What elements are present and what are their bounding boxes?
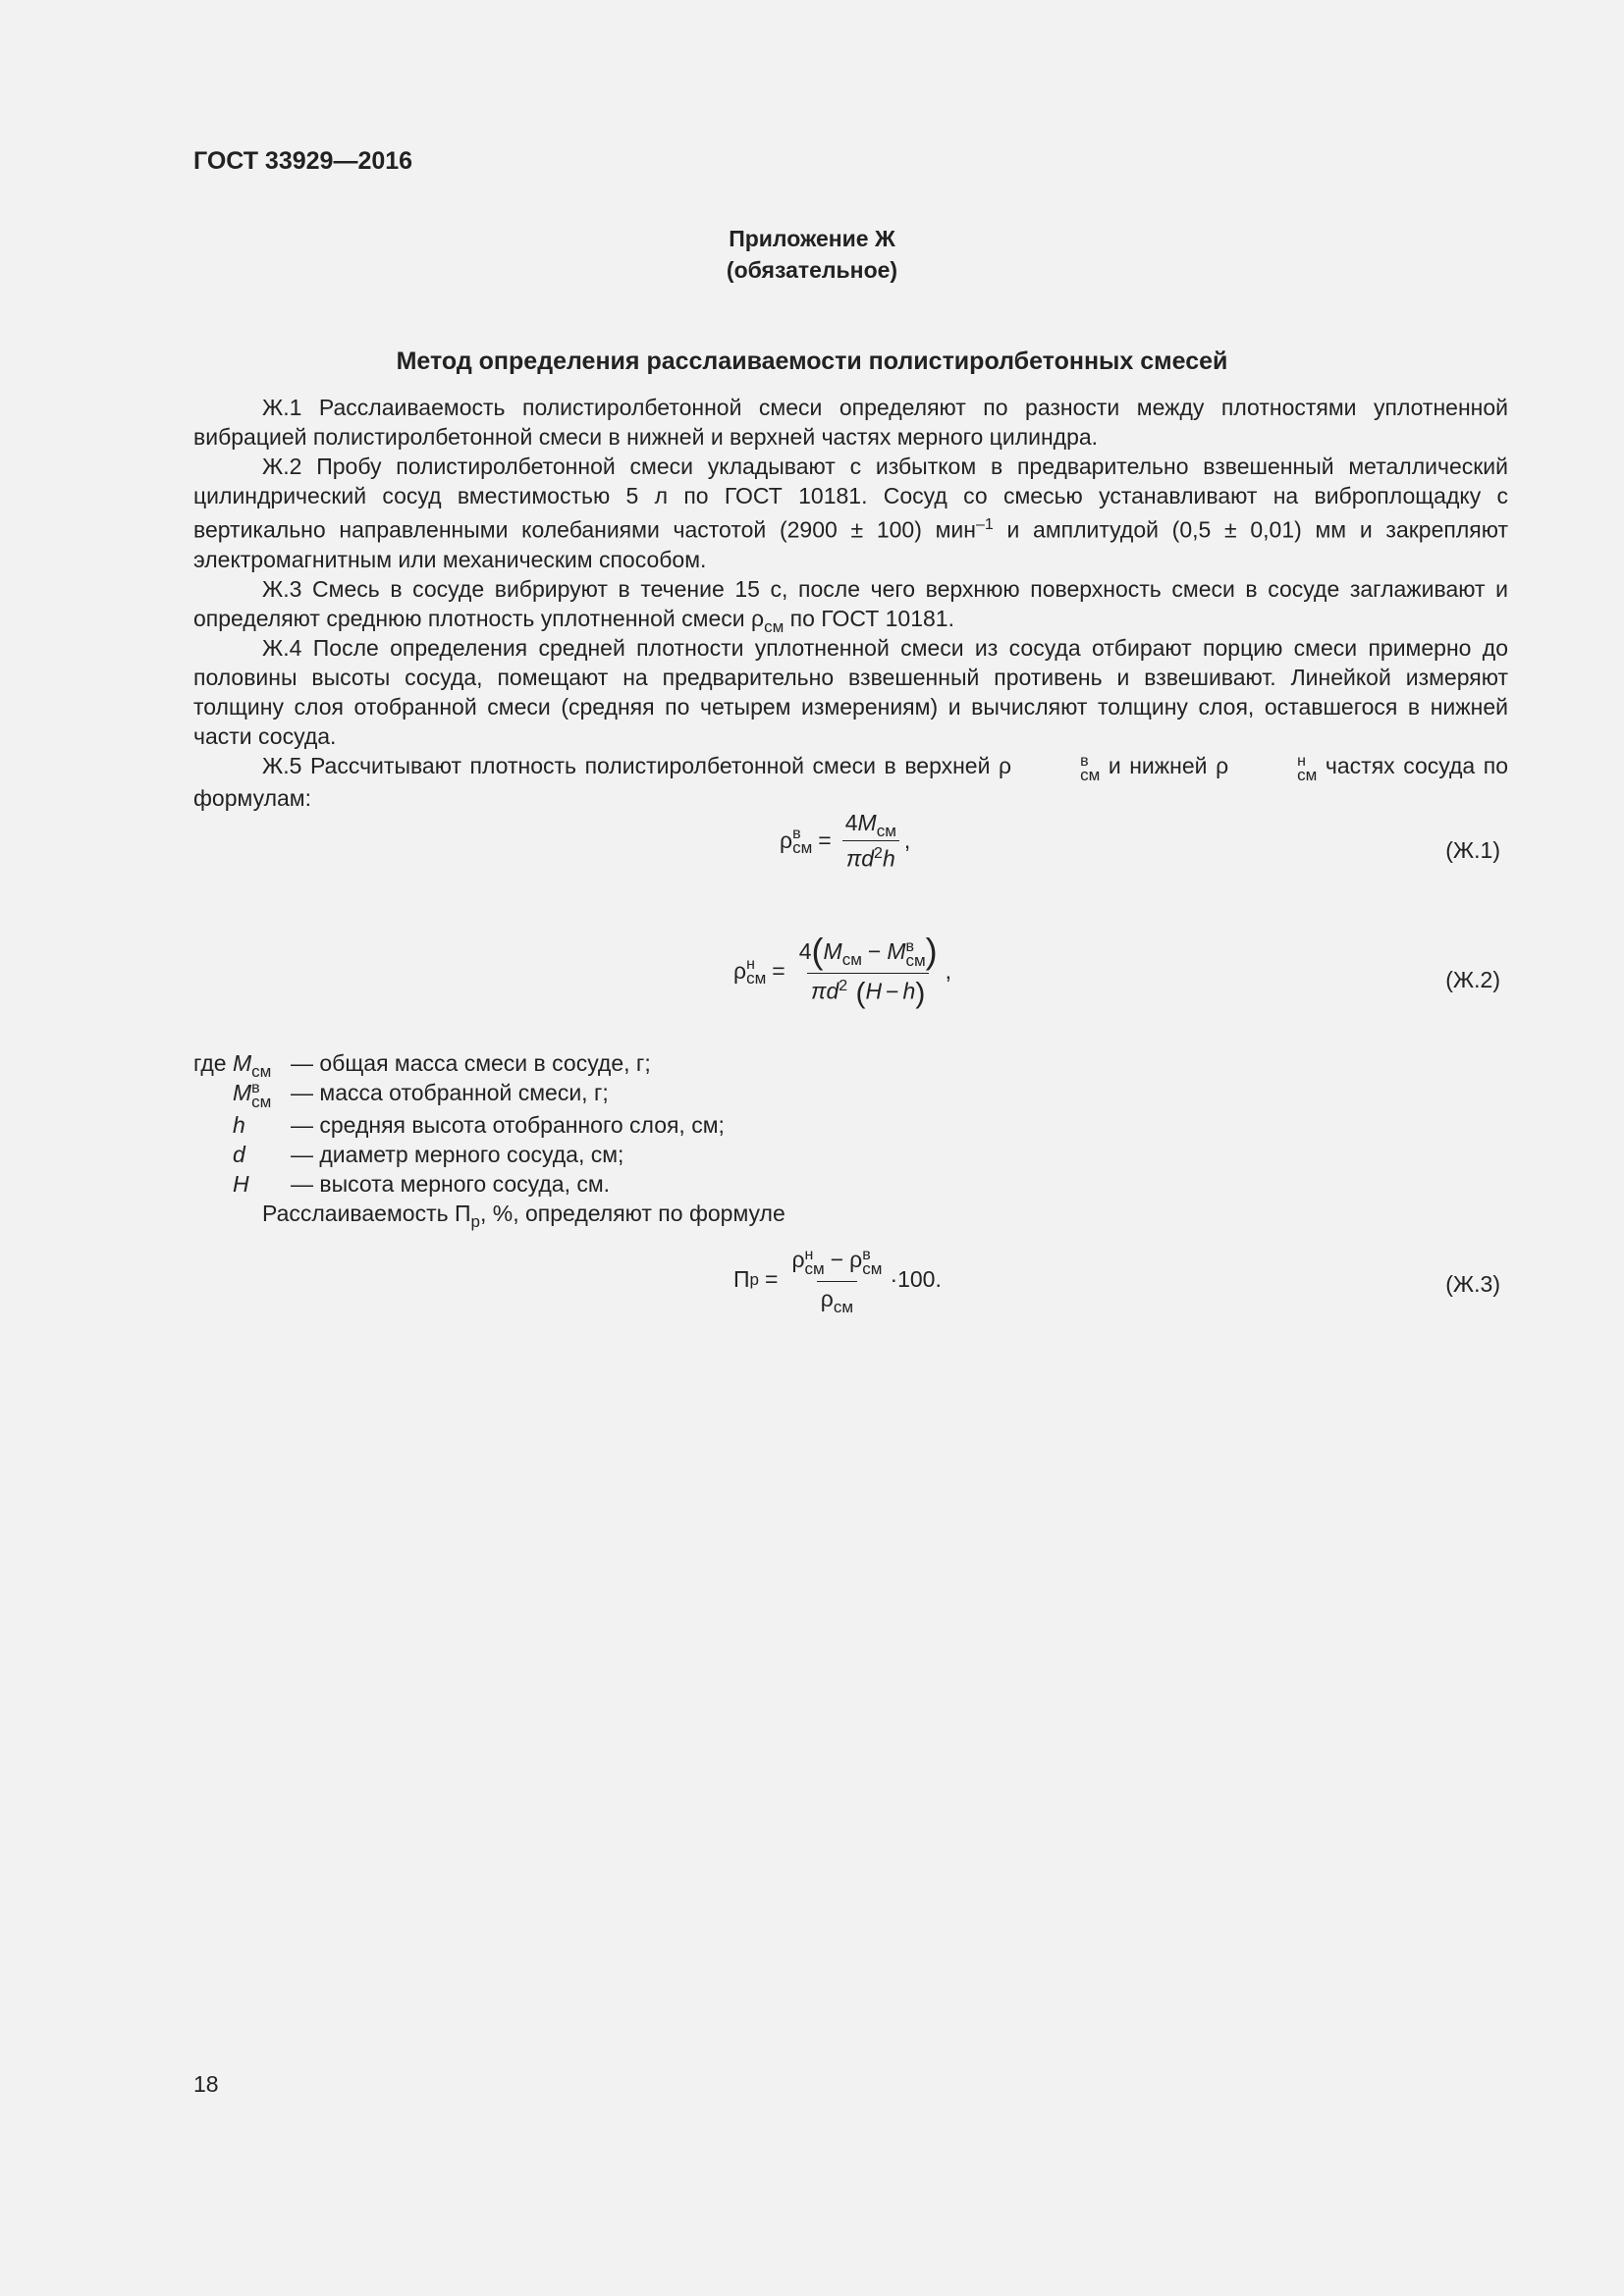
formula-zh3-body: П р = ρ н см − ρ в см $\rho_{см}$ ·100.	[733, 1247, 942, 1316]
formula-zh1-label: (Ж.1)	[1445, 837, 1500, 863]
formula-zh3-label: (Ж.3)	[1445, 1271, 1500, 1297]
paragraph-zh4: Ж.4 После определения средней плотности уплотненной смеси из сосуда отбирают порцию смеси примерно до половины высоты сосуда, помещают на предварительно взвешенный противень и взвешивают. Линейкой измеряют толщину слоя отобранной смеси (средняя по четырем измерениям) и вычисляют толщину слоя, оставшегося в нижней части сосуда.	[193, 634, 1508, 749]
body-text	[193, 393, 1508, 813]
document-header: ГОСТ 33929—2016	[193, 147, 413, 175]
definition-row: d — диаметр мерного сосуда, см;	[233, 1142, 624, 1167]
formula-zh1-body: ρ в см = $\frac{4M_{см}}{\pi d^2h}$ ,	[780, 810, 911, 872]
formula-zh2-body: ρ н см = $4(M_{см} - M$ в см ) $\pi d^2$ (H − h) ,	[733, 931, 952, 1010]
appendix-title: Приложение Ж	[729, 226, 895, 251]
page-number: 18	[193, 2071, 219, 2097]
formula-zh2-label: (Ж.2)	[1445, 967, 1500, 992]
paragraph-zh5: Ж.5 Рассчитывают плотность полистиролбетонной смеси в верхней ρ в см и нижней ρ н см частях сосуда по формулам:	[193, 752, 1508, 811]
definition-row: H — высота мерного сосуда, см.	[233, 1171, 611, 1197]
variable-definitions	[193, 1048, 785, 1231]
formula-zh3	[193, 1247, 1508, 1335]
definition-row: где $M_{см}$ — общая масса смеси в сосуде, г;	[193, 1050, 651, 1081]
paragraph-zh2: Ж.2 Пробу полистиролбетонной смеси укладывают с избытком в предварительно взвешенный металлический цилиндрический сосуд вместимостью 5 л по ГОСТ 10181. Сосуд со смесью устанавливают на виброплощадку с вертикально направленными колебаниями частотой (2900 ± 100) мин$^{-1}$ и амплитудой (0,5 ± 0,01) мм и закрепляют электромагнитным или механическим способом.	[193, 454, 1508, 572]
formula-intro: Расслаиваемость $П_р$, %, определяют по формуле	[262, 1201, 785, 1231]
section-title: Метод определения расслаиваемости полистиролбетонных смесей	[396, 347, 1228, 375]
paragraph-zh3: Ж.3 Смесь в сосуде вибрируют в течение 15 с, после чего верхнюю поверхность смеси в сосуде заглаживают и определяют среднюю плотность уплотненной смеси $\rho_{см}$ по ГОСТ 10181.	[193, 575, 1508, 636]
definition-row: M в см — масса отобранной смеси, г;	[233, 1080, 609, 1111]
formula-zh2	[193, 931, 1508, 1026]
appendix-status: (обязательное)	[726, 257, 898, 283]
definition-row: h — средняя высота отобранного слоя, см;	[233, 1112, 725, 1138]
paragraph-zh1: Ж.1 Расслаиваемость полистиролбетонной смеси определяют по разности между плотностями уплотненной вибрацией полистиролбетонной смеси в нижней и верхней частях мерного цилиндра.	[193, 395, 1508, 450]
formula-zh1	[193, 810, 1508, 898]
